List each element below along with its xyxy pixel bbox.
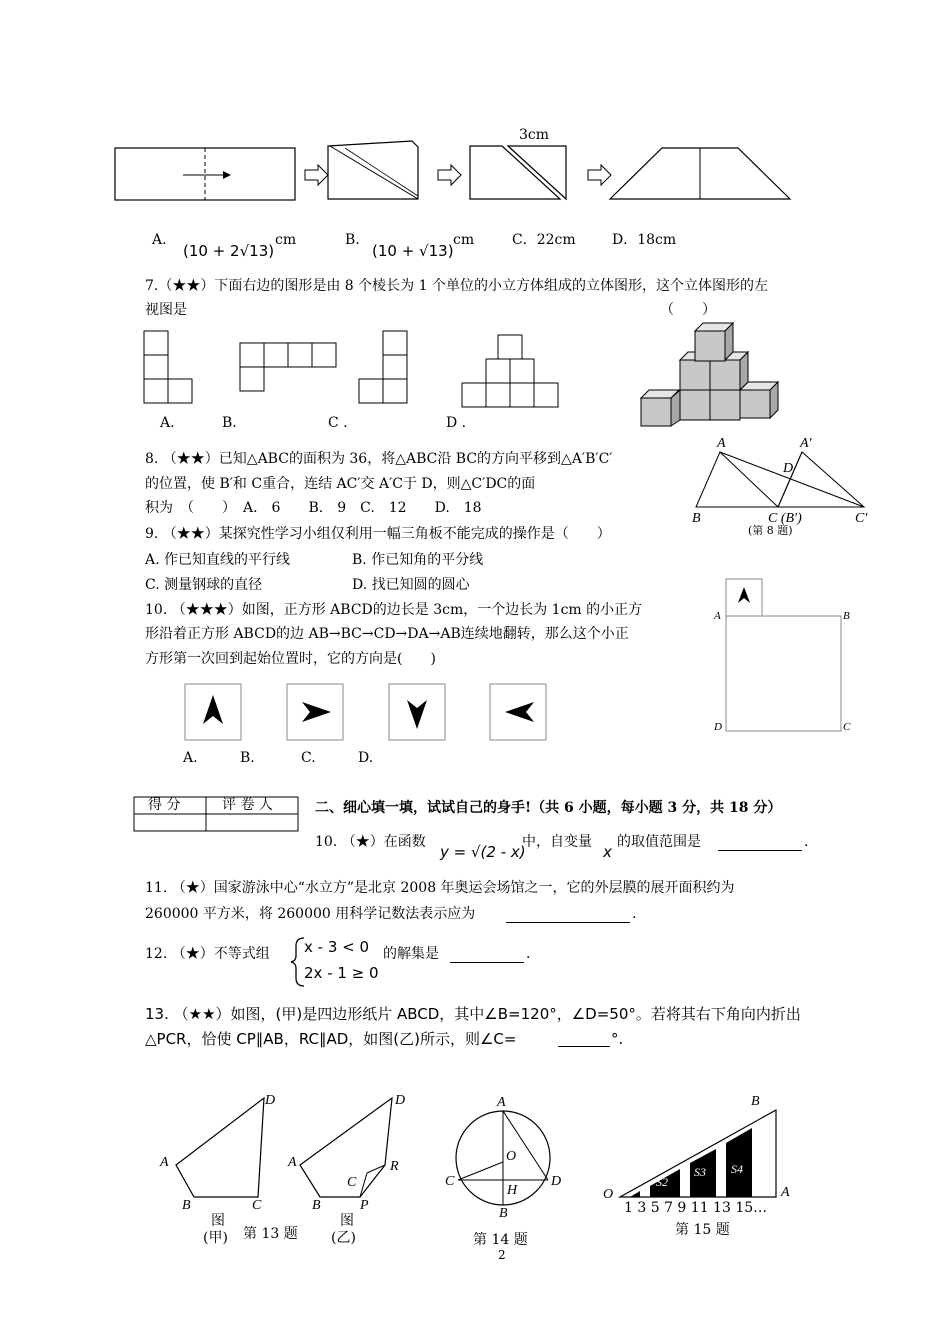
fig13a-label-a: A — [160, 1155, 169, 1170]
score-table-score-header: 得 分 — [148, 797, 181, 813]
fig14-label-d: D — [551, 1174, 562, 1189]
q6-option-a-unit: cm — [275, 232, 297, 248]
q10b-function: y = √(2 - x) — [440, 843, 526, 861]
q12-inequality-1: x - 3 < 0 — [304, 938, 370, 956]
q10-option-a: A. — [183, 750, 198, 766]
fig14-label-o: O — [506, 1149, 517, 1164]
q10b-mid: 中，自变量 — [522, 834, 592, 850]
q6-option-a-letter: A. — [152, 232, 167, 248]
q11-line2: 260000 平方米，将 260000 用科学记数法表示应为 — [145, 906, 476, 922]
q6-option-b-letter: B. — [345, 232, 360, 248]
q6-option-b-expr: (10 + √13) — [372, 242, 454, 260]
q8-label-a-prime: A′ — [800, 436, 812, 451]
q8-figure-caption: (第 8 题) — [748, 524, 793, 537]
fig13b-label-a: A — [288, 1155, 297, 1170]
fig13b-caption-2: (乙) — [331, 1230, 356, 1246]
fold-3cm-label: 3cm — [519, 127, 550, 143]
q10-line1: 10. （★★★）如图，正方形 ABCD的边长是 3cm，一个边长为 1cm 的小正方 — [145, 602, 643, 618]
q10-corner-b: B — [843, 610, 850, 622]
q7-line1: 7.（★★）下面右边的图形是由 8 个棱长为 1 个单位的小立方体组成的立体图形，这个立体图形的左 — [145, 278, 768, 294]
fig15-label-s3: S3 — [694, 1165, 706, 1179]
fig13a-quadrilateral — [176, 1098, 264, 1197]
fig15-caption: 第 15 题 — [675, 1222, 730, 1238]
q9-option-d: D. 找已知圆的圆心 — [352, 577, 470, 593]
q10-corner-c: C — [843, 721, 851, 733]
q9-option-b: B. 作已知角的平分线 — [352, 552, 484, 568]
q6-option-c: C．22cm — [512, 232, 576, 248]
fig13b-caption-1: 图 — [340, 1213, 354, 1229]
q8-label-c-bprime: C (B′) — [768, 511, 802, 526]
fig13a-label-c: C — [252, 1198, 262, 1213]
q12-pre: 12. （★）不等式组 — [145, 946, 270, 962]
q7-line2: 视图是 — [145, 302, 187, 318]
q8-label-b: B — [692, 511, 701, 526]
q10-line3: 方形第一次回到起始位置时，它的方向是( ) — [145, 651, 436, 667]
q10b-end: . — [804, 834, 809, 850]
q6-option-a-expr: (10 + 2√13) — [183, 242, 275, 260]
q13-line2: △PCR，恰使 CP∥AB，RC∥AD，如图(乙)所示，则∠C= — [145, 1030, 517, 1048]
fig13b-label-p: P — [360, 1198, 369, 1213]
fig15-tick-labels: 1 3 5 7 9 11 13 15… — [624, 1200, 768, 1216]
q10b-var: x — [603, 843, 612, 861]
q7-option-c: C . — [328, 415, 348, 431]
fig15-label-o: O — [603, 1187, 614, 1202]
fig15-strip-s1 — [630, 1191, 640, 1197]
fig13a-label-d: D — [265, 1093, 276, 1108]
fig15-label-a: A — [781, 1185, 790, 1200]
q11-line1: 11. （★）国家游泳中心“水立方”是北京 2008 年奥运会场馆之一，它的外层膜的展开面积约为 — [145, 880, 735, 896]
fig13b-label-c: C — [347, 1175, 357, 1190]
q10-option-d: D. — [358, 750, 374, 766]
fig13b-label-d: D — [395, 1093, 406, 1108]
fig13b-label-r: R — [390, 1159, 399, 1174]
q12-post: 的解集是 — [383, 946, 439, 962]
q6-option-d: D．18cm — [612, 232, 677, 248]
q13-end: °. — [611, 1030, 624, 1048]
q10b-post: 的取值范围是 — [617, 834, 701, 850]
q7-option-b: B. — [222, 415, 237, 431]
q9-option-a: A. 作已知直线的平行线 — [145, 552, 291, 568]
fig13b-quadrilateral — [300, 1098, 392, 1197]
fig15-label-s2: S2 — [656, 1175, 668, 1189]
q8-line2: 的位置，使 B′和 C重合，连结 AC′交 A′C于 D，则△C′DC的面 — [145, 476, 536, 492]
q8-label-c-prime: C′ — [855, 511, 868, 526]
q6-option-b-unit: cm — [453, 232, 475, 248]
q10-option-c: C. — [301, 750, 316, 766]
fig15-label-s4: S4 — [731, 1162, 743, 1176]
fig14-label-b: B — [499, 1206, 508, 1221]
fig15-label-b: B — [751, 1094, 760, 1109]
q10-line2: 形沿着正方形 ABCD的边 AB→BC→CD→DA→AB连续地翻转，那么这个小正 — [145, 626, 629, 642]
fig14-label-c: C — [445, 1174, 455, 1189]
q8-label-d: D — [783, 461, 794, 476]
fig14-label-h: H — [507, 1183, 518, 1198]
score-table-grader-header: 评 卷 人 — [222, 797, 273, 813]
q7-option-d: D . — [446, 415, 467, 431]
q13-line1: 13. （★★）如图，(甲)是四边形纸片 ABCD，其中∠B=120°，∠D=50°。若将其右下角向内折出 — [145, 1005, 801, 1023]
q8-line3: 积为 （ ） A. 6 B. 9 C. 12 D. 18 — [145, 500, 482, 516]
q10-option-b: B. — [240, 750, 255, 766]
fig14-label-a: A — [497, 1095, 506, 1110]
section2-title: 二、细心填一填，试试自己的身手!（共 6 小题，每小题 3 分，共 18 分） — [315, 800, 782, 816]
page-number: 2 — [498, 1248, 506, 1262]
q12-end: . — [526, 946, 531, 962]
q8-line1: 8. （★★）已知△ABC的面积为 36，将△ABC沿 BC的方向平移到△A′B′C′ — [145, 451, 613, 467]
fig13-caption: 第 13 题 — [243, 1226, 298, 1242]
q9-line1: 9. （★★）某探究性学习小组仅利用一幅三角板不能完成的操作是（ ） — [145, 526, 611, 542]
q10-corner-a: A — [714, 610, 721, 622]
fig13a-caption-2: (甲) — [203, 1230, 228, 1246]
q9-option-c: C. 测量钢球的直径 — [145, 577, 263, 593]
fig15-label-s1: S1 — [632, 1182, 638, 1188]
fig13a-caption-1: 图 — [211, 1213, 225, 1229]
fig13b-label-b: B — [312, 1198, 321, 1213]
q7-option-a: A. — [160, 415, 175, 431]
q7-answer-paren: （ ） — [660, 302, 716, 318]
q10-corner-d: D — [714, 721, 722, 733]
fig14-caption: 第 14 题 — [473, 1232, 528, 1248]
q10b-pre: 10. （★）在函数 — [315, 834, 426, 850]
q12-inequality-2: 2x - 1 ≥ 0 — [304, 964, 379, 982]
q11-end: . — [632, 906, 637, 922]
fig13a-label-b: B — [182, 1198, 191, 1213]
q8-label-a: A — [717, 436, 726, 451]
